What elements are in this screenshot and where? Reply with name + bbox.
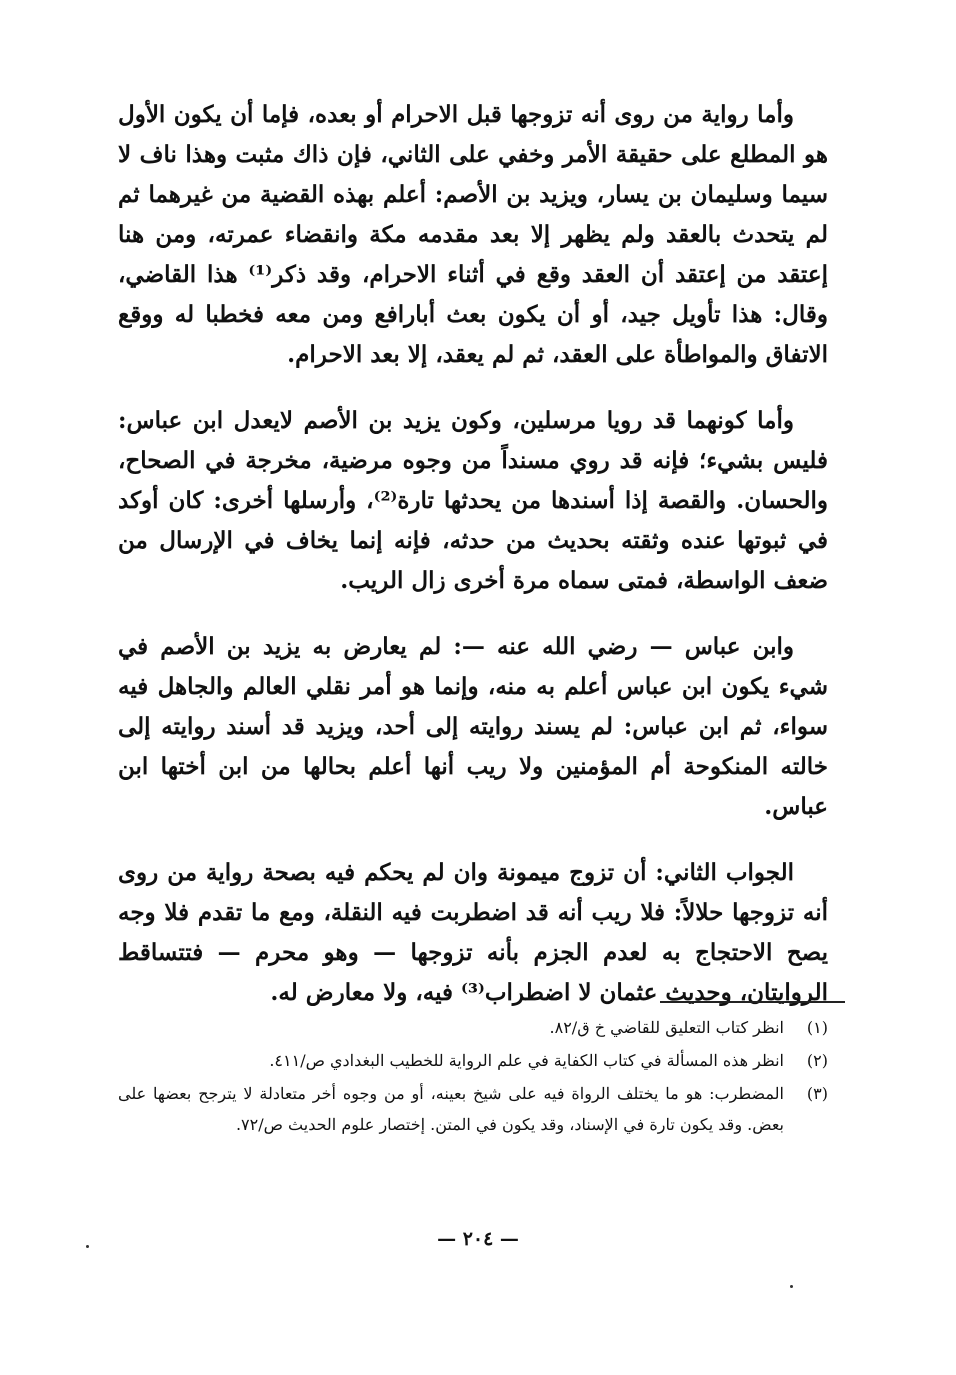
main-text	[118, 95, 828, 1013]
footnotes	[118, 1012, 828, 1142]
footnote-1	[118, 1012, 828, 1043]
paragraph-2: وأما كونهما قد رويا مرسلين، وكون يزيد بن الأصم لايعدل ابن عباس: فليس بشيء؛ فإنه قد روي مسنداً من وجوه مرضية، مخرجة في الصحاح، والحسان. والقصة إذا أسندها من يحدثها تارة⁽²⁾، وأرسلها أخرى: كان أوكد في ثبوتها عنده وثقته بحديث من حدثه، فإنه إنما يخاف في الإرسال من ضعف الواسطة، فمتى سماه مرة أخرى زال الريب.	[118, 407, 828, 594]
paragraph-1: وأما رواية من روى أنه تزوجها قبل الاحرام أو بعده، فإما أن يكون الأول هو المطلع على حقيقة الأمر وخفي على الثاني، فإن ذاك مثبت وهذا ناف لا سيما وسليمان بن يسار، ويزيد بن الأصم: أعلم بهذه القضية من غيرهما ثم لم يتحدث بالعقد ولم يظهر إلا بعد مقدمه مكة وانقضاء عمرته، ومن هنا إعتقد من إعتقد أن العقد وقع في أثناء الاحرام، وقد ذكر⁽¹⁾ هذا القاضي، وقال: هذا تأويل جيد، أو أن يكون بعث أبارافع ومن معه فخطبا له ووقع الاتفاق والمواطأة على العقد، ثم لم يعقد، إلا بعد الاحرام.	[118, 101, 828, 368]
footnote-2	[118, 1045, 828, 1076]
footnote-text: انظر هذه المسألة في كتاب الكفاية في علم الرواية للخطيب البغدادي ص/٤١١.	[269, 1051, 784, 1070]
footnote-number: (١)	[806, 1018, 828, 1037]
scan-speck	[790, 1285, 793, 1288]
footnote-number: (٣)	[806, 1084, 828, 1103]
page-number: — ٢٠٤ —	[437, 1228, 519, 1250]
footnote-text: المضطرب: هو ما يختلف الرواة فيه على شيخ بعينه، أو من وجوه أخر متعادلة لا يترجح بعضها على بعض. وقد يكون تارة في الإسناد، وقد يكون في المتن. إختصار علوم الحديث ص/٧٢.	[118, 1084, 784, 1134]
scan-speck	[86, 1245, 89, 1248]
footnote-3	[118, 1078, 828, 1140]
footnote-number: (٢)	[806, 1051, 828, 1070]
footnote-text: انظر كتاب التعليق للقاضي خ ق/٨٢.	[549, 1018, 784, 1037]
paragraph-4: الجواب الثاني: أن تزوج ميمونة وان لم يحكم فيه بصحة رواية من روى أنه تزوجها حلالاً: فلا ريب أنه قد اضطربت فيه النقلة، ومع ما تقدم فلا وجه يصح الاحتجاج به لعدم الجزم بأنه تزوجها — وهو محرم — فتتساقط الروايتان، وحديث عثمان لا اضطراب⁽³⁾ فيه، ولا معارض له.	[118, 859, 828, 1006]
paragraph-3: وابن عباس — رضي الله عنه —: لم يعارض به يزيد بن الأصم في شيء يكون ابن عباس أعلم به منه، وإنما هو أمر نقلي العالم والجاهل فيه سواء، ثم ابن عباس: لم يسند روايته إلى أحد، ويزيد قد أسند روايته إلى خالته المنكوحة أم المؤمنين ولا ريب أنها أعلم بحالها من ابن أختها ابن عباس.	[118, 633, 828, 820]
footnote-separator	[660, 1001, 845, 1003]
